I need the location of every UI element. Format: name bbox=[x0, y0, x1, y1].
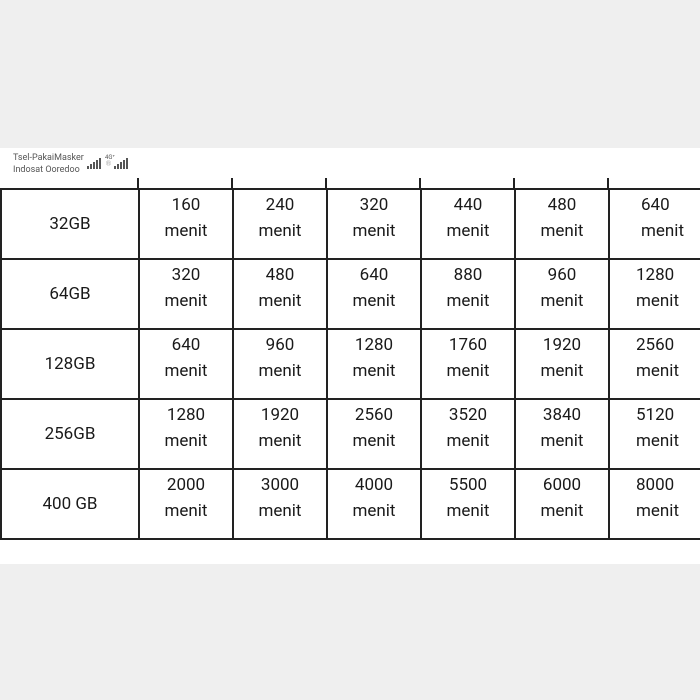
capacity-cell: 256GB bbox=[1, 399, 139, 469]
carrier-name-secondary: Indosat Ooredoo bbox=[13, 165, 80, 175]
duration-cell: 160 menit bbox=[139, 189, 233, 259]
duration-cell: 640 menit bbox=[139, 329, 233, 399]
duration-cell: 1280 menit bbox=[609, 259, 700, 329]
duration-cell: 4000 menit bbox=[327, 469, 421, 539]
duration-cell: 1280 menit bbox=[327, 329, 421, 399]
table-row bbox=[1, 399, 700, 469]
duration-cell: 1760 menit bbox=[421, 329, 515, 399]
carrier-name-primary: Tsel-PakaiMasker bbox=[13, 153, 84, 163]
duration-cell: 1920 menit bbox=[515, 329, 609, 399]
table-row bbox=[1, 259, 700, 329]
duration-cell: 5500 menit bbox=[421, 469, 515, 539]
duration-cell: 320 menit bbox=[139, 259, 233, 329]
capacity-cell: 128GB bbox=[1, 329, 139, 399]
capacity-cell: 64GB bbox=[1, 259, 139, 329]
duration-cell: 2560 menit bbox=[327, 399, 421, 469]
table-row bbox=[1, 329, 700, 399]
duration-cell: 1280 menit bbox=[139, 399, 233, 469]
duration-cell: 320 menit bbox=[327, 189, 421, 259]
roaming-indicator: Ⓡ bbox=[106, 161, 112, 167]
status-bar bbox=[0, 148, 700, 178]
duration-cell: 640 menit bbox=[609, 189, 700, 259]
capacity-cell: 32GB bbox=[1, 189, 139, 259]
duration-cell: 2000 menit bbox=[139, 469, 233, 539]
recording-duration-table bbox=[0, 188, 700, 540]
duration-cell: 960 menit bbox=[515, 259, 609, 329]
duration-cell: 5120 menit bbox=[609, 399, 700, 469]
duration-cell: 880 menit bbox=[421, 259, 515, 329]
table-header-gridlines bbox=[0, 178, 700, 188]
table-row bbox=[1, 189, 700, 259]
duration-cell: 3000 menit bbox=[233, 469, 327, 539]
duration-cell: 440 menit bbox=[421, 189, 515, 259]
duration-cell: 6000 menit bbox=[515, 469, 609, 539]
network-type-label: 4G⁺ bbox=[105, 154, 115, 161]
duration-cell: 960 menit bbox=[233, 329, 327, 399]
duration-cell: 2560 menit bbox=[609, 329, 700, 399]
duration-cell: 3520 menit bbox=[421, 399, 515, 469]
duration-cell: 1920 menit bbox=[233, 399, 327, 469]
screenshot-frame bbox=[0, 148, 700, 564]
duration-cell: 480 menit bbox=[233, 259, 327, 329]
duration-cell: 640 menit bbox=[327, 259, 421, 329]
signal-indicators bbox=[87, 155, 129, 171]
capacity-cell: 400 GB bbox=[1, 469, 139, 539]
duration-cell: 3840 menit bbox=[515, 399, 609, 469]
duration-cell: 480 menit bbox=[515, 189, 609, 259]
cell-signal-icon bbox=[87, 158, 101, 169]
table-row bbox=[1, 469, 700, 539]
duration-cell: 240 menit bbox=[233, 189, 327, 259]
duration-cell: 8000 menit bbox=[609, 469, 700, 539]
cell-signal-icon-secondary bbox=[114, 158, 128, 169]
